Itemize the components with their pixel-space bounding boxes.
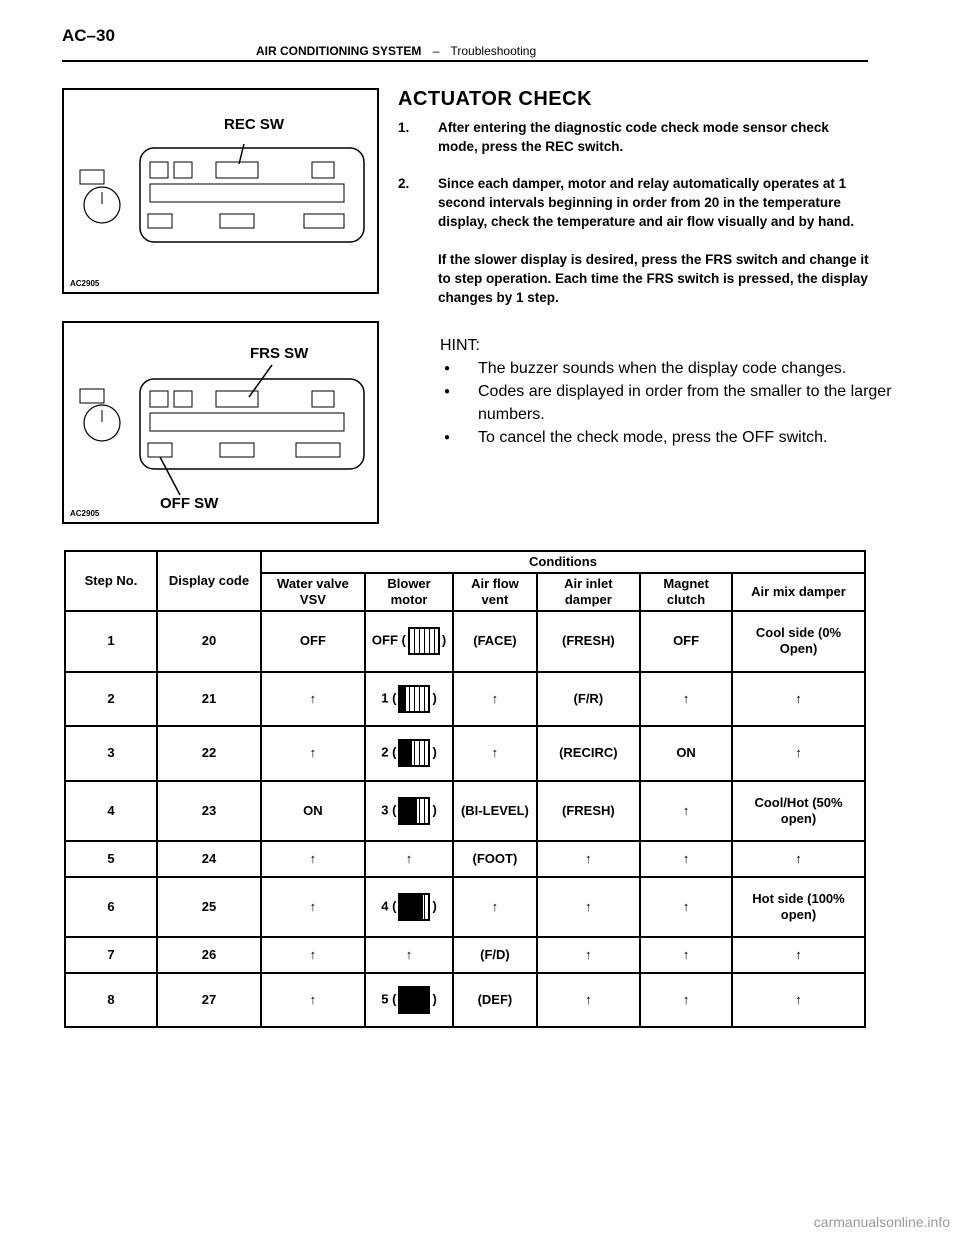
- hint-title: HINT:: [440, 337, 480, 354]
- step-no-cell-text: 1: [107, 633, 115, 649]
- figure-rec-switch: [62, 88, 379, 294]
- step-no-cell: [65, 841, 157, 876]
- air-mix-cell: [732, 781, 865, 842]
- hint-item: ● To cancel the check mode, press the OFF switch.: [440, 426, 900, 449]
- magnet-clutch-cell-text: ↑: [682, 898, 690, 914]
- display-code-cell: [157, 877, 261, 938]
- blower-motor-cell-text: 3 (: [381, 802, 397, 818]
- air-flow-cell: [453, 973, 536, 1027]
- magnet-clutch-cell: [640, 726, 732, 780]
- water-valve-cell: [261, 781, 365, 842]
- hint-item: ● The buzzer sounds when the display code changes.: [440, 357, 900, 380]
- air-mix-cell-text: ↑: [795, 991, 802, 1007]
- air-mix-cell: [732, 841, 865, 876]
- air-mix-cell-text: Cool/Hot (50% open): [754, 794, 843, 826]
- display-code-cell: [157, 937, 261, 972]
- magnet-clutch-header: Magnet clutch: [640, 573, 732, 611]
- blower-motor-cell: [365, 937, 453, 972]
- blower-close-paren: ): [432, 690, 437, 706]
- air-mix-cell: [732, 973, 865, 1027]
- water-valve-cell: [261, 937, 365, 972]
- air-flow-cell-text: (FOOT): [472, 850, 518, 866]
- blower-motor-cell: [365, 781, 453, 842]
- air-inlet-header: Air inlet damper: [537, 573, 641, 611]
- blower-motor-cell-text: 2 (: [381, 744, 397, 760]
- blower-motor-cell: [365, 841, 453, 876]
- display-code-cell-text: 21: [201, 690, 217, 706]
- magnet-clutch-cell-text: ↑: [682, 802, 690, 818]
- blower-level-icon: [398, 986, 430, 1014]
- blower-level-icon: [398, 739, 430, 767]
- blower-motor-cell-text: ↑: [405, 850, 413, 866]
- magnet-clutch-cell: [640, 781, 732, 842]
- table-body: [65, 611, 865, 1027]
- air-inlet-cell: [537, 726, 641, 780]
- air-flow-cell-text: (DEF): [477, 991, 513, 1007]
- display-code-cell-text: 27: [201, 991, 217, 1007]
- actuator-check-heading: ACTUATOR CHECK: [398, 88, 593, 110]
- water-valve-cell-text: OFF: [299, 633, 326, 649]
- table-row: [65, 877, 865, 938]
- display-code-cell-text: 22: [201, 745, 217, 761]
- blower-close-paren: ): [432, 898, 437, 914]
- air-inlet-cell: [537, 973, 641, 1027]
- display-code-cell: [157, 672, 261, 726]
- water-valve-cell: [261, 611, 365, 672]
- magnet-clutch-cell-text: OFF: [673, 633, 700, 649]
- blower-close-paren: ): [432, 991, 437, 1007]
- air-inlet-cell-text: ↑: [585, 946, 592, 962]
- step-number: 2.: [398, 176, 410, 191]
- watermark: carmanualsonline.info: [813, 1214, 950, 1230]
- water-valve-cell: [261, 726, 365, 780]
- air-mix-cell-text: ↑: [795, 946, 802, 962]
- blower-motor-cell: [365, 726, 453, 780]
- magnet-clutch-cell-text: ↑: [682, 850, 690, 866]
- control-panel-illustration: [64, 323, 377, 522]
- magnet-clutch-cell-text: ↑: [682, 690, 690, 706]
- blower-motor-cell: [365, 672, 453, 726]
- water-valve-cell-text: ↑: [309, 991, 317, 1007]
- water-valve-cell-text: ↑: [309, 745, 317, 761]
- air-flow-header: Air flow vent: [453, 573, 536, 611]
- air-flow-cell: [453, 937, 536, 972]
- figure-id: AC2905: [70, 509, 100, 518]
- air-inlet-cell: [537, 841, 641, 876]
- water-valve-cell: [261, 877, 365, 938]
- air-inlet-cell-text: ↑: [585, 850, 592, 866]
- subsection-title: Troubleshooting: [450, 44, 537, 58]
- step-no-cell: [65, 726, 157, 780]
- display-code-cell: [157, 611, 261, 672]
- magnet-clutch-cell: [640, 841, 732, 876]
- air-inlet-cell-text: (FRESH): [561, 802, 615, 818]
- air-inlet-cell: [537, 611, 641, 672]
- air-inlet-cell-text: (F/R): [573, 690, 604, 706]
- blower-motor-cell-text: OFF (: [371, 632, 406, 648]
- blower-close-paren: ): [432, 744, 437, 760]
- water-valve-header: Water valve VSV: [261, 573, 365, 611]
- air-inlet-cell: [537, 937, 641, 972]
- blower-motor-header: Blower motor: [365, 573, 453, 611]
- air-mix-cell: [732, 672, 865, 726]
- hint-item: ● Codes are displayed in order from the smaller to the larger numbers.: [440, 380, 900, 426]
- blower-motor-cell-text: 4 (: [381, 898, 397, 914]
- blower-close-paren: ): [432, 802, 437, 818]
- step-no-cell: [65, 611, 157, 672]
- blower-motor-cell: [365, 973, 453, 1027]
- air-flow-cell: [453, 877, 536, 938]
- water-valve-cell-text: ON: [303, 802, 323, 818]
- blower-level-icon: [408, 627, 440, 655]
- air-flow-cell: [453, 781, 536, 842]
- step-no-cell-text: 4: [107, 802, 115, 818]
- air-flow-cell-text: (FACE): [473, 633, 517, 649]
- air-flow-cell: [453, 841, 536, 876]
- air-flow-cell: [453, 672, 536, 726]
- air-flow-cell-text: (BI-LEVEL): [460, 802, 529, 818]
- blower-motor-cell-text: 5 (: [381, 991, 397, 1007]
- blower-level-icon: [398, 797, 430, 825]
- step-2: [398, 174, 870, 231]
- rec-sw-label: REC SW: [224, 116, 284, 133]
- blower-level-icon: [398, 893, 430, 921]
- step-no-cell: [65, 937, 157, 972]
- step-no-cell: [65, 781, 157, 842]
- hint-block: [440, 334, 900, 449]
- magnet-clutch-cell: [640, 937, 732, 972]
- step-2-note: [398, 250, 870, 307]
- air-mix-cell-text: ↑: [795, 745, 802, 761]
- magnet-clutch-cell: [640, 877, 732, 938]
- air-mix-cell-text: Cool side (0% Open): [755, 625, 842, 657]
- header-rule: [62, 60, 868, 62]
- air-mix-cell: [732, 877, 865, 938]
- step-no-header: Step No.: [65, 551, 157, 611]
- display-code-cell-text: 23: [201, 802, 217, 818]
- frs-sw-label: FRS SW: [250, 345, 309, 362]
- air-inlet-cell: [537, 877, 641, 938]
- display-code-cell-text: 25: [201, 898, 217, 914]
- off-sw-label: OFF SW: [160, 495, 219, 512]
- air-mix-header: Air mix damper: [732, 573, 865, 611]
- step-no-cell-text: 5: [107, 850, 115, 866]
- display-code-cell: [157, 973, 261, 1027]
- table-row: [65, 726, 865, 780]
- blower-motor-cell: [365, 611, 453, 672]
- step-no-cell-text: 6: [107, 898, 115, 914]
- air-mix-cell-text: ↑: [795, 850, 802, 866]
- magnet-clutch-cell: [640, 611, 732, 672]
- water-valve-cell: [261, 672, 365, 726]
- air-flow-cell-text: ↑: [491, 745, 499, 761]
- header-subtitle: [256, 44, 536, 58]
- air-mix-cell-text: ↑: [795, 690, 802, 706]
- blower-motor-cell-text: ↑: [405, 946, 413, 962]
- step-1: [398, 118, 870, 156]
- air-inlet-cell-text: ↑: [585, 898, 592, 914]
- display-code-cell-text: 20: [201, 633, 217, 649]
- step-note-text: If the slower display is desired, press the FRS switch and change it to step operation. Each time the FRS switch is pressed, the display changes by 1 step.: [438, 252, 869, 305]
- step-text: After entering the diagnostic code check mode sensor check mode, press the REC switch.: [438, 120, 829, 154]
- table-row: [65, 973, 865, 1027]
- air-flow-cell-text: (F/D): [480, 946, 510, 962]
- display-code-cell-text: 24: [201, 850, 217, 866]
- step-number: 1.: [398, 120, 410, 135]
- water-valve-cell-text: ↑: [309, 850, 317, 866]
- water-valve-cell-text: ↑: [309, 898, 317, 914]
- figure-frs-off-switch: [62, 321, 379, 524]
- step-no-cell: [65, 672, 157, 726]
- display-code-cell: [157, 781, 261, 842]
- header-separator: –: [432, 44, 440, 58]
- air-inlet-cell: [537, 781, 641, 842]
- blower-motor-cell: [365, 877, 453, 938]
- air-mix-cell-text: Hot side (100% open): [752, 890, 845, 922]
- air-inlet-cell-text: (FRESH): [561, 633, 615, 649]
- display-code-cell-text: 26: [201, 946, 217, 962]
- step-text: Since each damper, motor and relay automatically operates at 1 second intervals beginning in order from 20 in the temperature display, check the temperature and air flow visually and by hand.: [438, 176, 855, 229]
- table-row: [65, 672, 865, 726]
- water-valve-cell-text: ↑: [309, 690, 317, 706]
- air-flow-cell: [453, 611, 536, 672]
- table-row: [65, 841, 865, 876]
- air-mix-cell: [732, 937, 865, 972]
- step-no-cell-text: 2: [107, 690, 115, 706]
- air-flow-cell: [453, 726, 536, 780]
- magnet-clutch-cell: [640, 672, 732, 726]
- air-flow-cell-text: ↑: [491, 898, 499, 914]
- step-no-cell-text: 3: [107, 745, 115, 761]
- magnet-clutch-cell: [640, 973, 732, 1027]
- table-row: [65, 937, 865, 972]
- blower-close-paren: ): [441, 632, 447, 648]
- magnet-clutch-cell-text: ON: [676, 745, 696, 761]
- step-no-cell-text: 8: [107, 991, 115, 1007]
- water-valve-cell: [261, 973, 365, 1027]
- display-code-header: Display code: [157, 551, 261, 611]
- step-no-cell-text: 7: [107, 946, 115, 962]
- page-id: AC–30: [62, 26, 115, 45]
- section-title: AIR CONDITIONING SYSTEM: [256, 44, 422, 58]
- table-row: [65, 611, 865, 672]
- display-code-cell: [157, 726, 261, 780]
- air-inlet-cell-text: (RECIRC): [559, 745, 618, 761]
- air-inlet-cell: [537, 672, 641, 726]
- figure-id: AC2905: [70, 279, 100, 288]
- air-mix-cell: [732, 726, 865, 780]
- step-no-cell: [65, 973, 157, 1027]
- blower-level-icon: [398, 685, 430, 713]
- magnet-clutch-cell-text: ↑: [682, 991, 690, 1007]
- water-valve-cell: [261, 841, 365, 876]
- blower-motor-cell-text: 1 (: [381, 690, 397, 706]
- magnet-clutch-cell-text: ↑: [682, 946, 690, 962]
- step-no-cell: [65, 877, 157, 938]
- control-panel-illustration: [64, 90, 377, 292]
- air-mix-cell: [732, 611, 865, 672]
- table-row: [65, 781, 865, 842]
- air-inlet-cell-text: ↑: [585, 991, 592, 1007]
- water-valve-cell-text: ↑: [309, 946, 317, 962]
- air-flow-cell-text: ↑: [491, 690, 499, 706]
- conditions-header: Conditions: [261, 551, 865, 573]
- actuator-conditions-table: [64, 550, 866, 1028]
- display-code-cell: [157, 841, 261, 876]
